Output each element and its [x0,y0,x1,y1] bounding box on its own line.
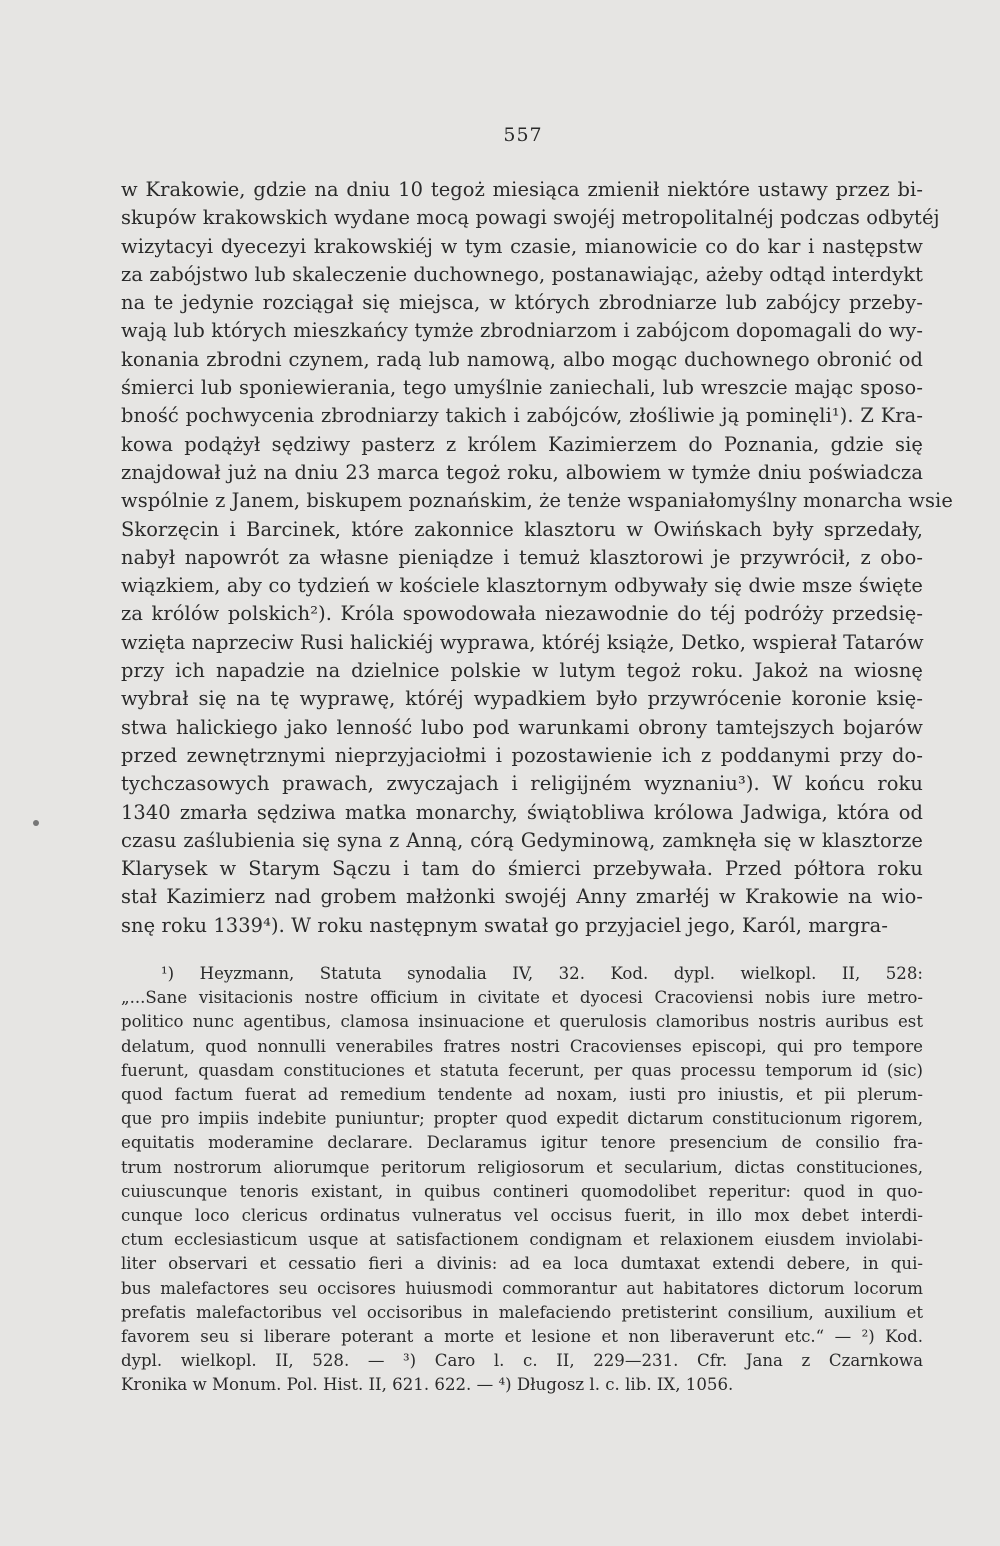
text-line: bność pochwycenia zbrodniarzy takich i zabójców, złośliwie ją pominęli¹). Z Kra- [121,404,923,428]
footnote-line: que pro impiis indebite puniuntur; propter quod expedit dictarum constitucionum rigorem, [121,1109,923,1129]
text-line: nabył napowrót za własne pieniądze i temuż klasztorowi je przywrócił, z obo- [121,545,923,569]
text-line: tychczasowych prawach, zwyczajach i religijném wyznaniu³). W końcu roku [121,772,923,796]
main-text [121,176,953,940]
footnote-line: cunque loco clericus ordinatus vulneratus vel occisus fuerit, in illo mox debet interdi- [121,1206,923,1226]
footnote-line: delatum, quod nonnulli venerabiles fratres nostri Cracovienses episcopi, qui pro tempore [121,1036,923,1056]
text-line: na te jedynie rozciągał się miejsca, w których zbrodniarze lub zabójcy przeby- [121,291,923,315]
text-line: przy ich napadzie na dzielnice polskie w lutym tegoż roku. Jakoż na wiosnę [121,659,923,683]
footnotes [121,962,923,1398]
footnote-line: ctum ecclesiasticum usque at satisfactionem condignam et relaxionem eiusdem inviolabi- [121,1230,923,1250]
text-line: konania zbrodni czynem, radą lub namową, albo mogąc duchownego obronić od [121,347,923,371]
text-line: wzięta naprzeciw Rusi halickiéj wyprawa, któréj książe, Detko, wspierał Tatarów [121,630,924,654]
footnote-line: trum nostrorum aliorumque peritorum religiosorum et secularium, dictas constituciones, [121,1157,923,1177]
text-line: kowa podążył sędziwy pasterz z królem Kazimierzem do Poznania, gdzie się [121,432,923,456]
text-line: znajdował już na dniu 23 marca tegoż roku, albowiem w tymże dniu poświadcza [121,460,923,484]
footnote-line: dypl. wielkopl. II, 528. — ³) Caro l. c. II, 229—231. Cfr. Jana z Czarnkowa [121,1351,923,1371]
text-line: 1340 zmarła sędziwa matka monarchy, świątobliwa królowa Jadwiga, która od [121,800,923,824]
text-line: Klarysek w Starym Sączu i tam do śmierci przebywała. Przed półtora roku [121,857,923,881]
page-number: 557 [503,124,543,146]
footnote-line: equitatis moderamine declarare. Declaramus igitur tenore presencium de consilio fra- [121,1133,923,1153]
text-line: w Krakowie, gdzie na dniu 10 tegoż miesiąca zmienił niektóre ustawy przez bi- [121,178,923,201]
footnote-line: politico nunc agentibus, clamosa insinuacione et querulosis clamoribus nostris auribus est [121,1012,923,1032]
footnote-line: bus malefactores seu occisores huiusmodi commorantur aut habitatores dictorum locorum [121,1278,923,1298]
text-line: czasu zaślubienia się syna z Anną, córą Gedyminową, zamknęła się w klasztorze [121,828,923,852]
footnote-line: ¹) Heyzmann, Statuta synodalia IV, 32. Kod. dypl. wielkopl. II, 528: [161,964,923,983]
footnote-line: cuiuscunque tenoris existant, in quibus contineri quomodolibet reperitur: quod in quo- [121,1181,923,1201]
text-line: snę roku 1339⁴). W roku następnym swatał go przyjaciel jego, Karól, margra- [121,913,888,937]
text-line: stwa halickiego jako lenność lubo pod warunkami obrony tamtejszych bojarów [121,715,923,739]
footnote-line: „...Sane visitacionis nostre officium in civitate et dyocesi Cracoviensi nobis iure metro- [121,988,923,1008]
footnote-line: quod factum fuerat ad remedium tendente ad noxam, iusti pro iniustis, et pii plerum- [121,1085,923,1105]
text-line: śmierci lub sponiewierania, tego umyślnie zaniechali, lub wreszcie mając sposo- [121,376,923,400]
text-line: wają lub których mieszkańcy tymże zbrodniarzom i zabójcom dopomagali do wy- [121,319,923,343]
text-line: wspólnie z Janem, biskupem poznańskim, że tenże wspaniałomyślny monarcha wsie [121,489,953,513]
text-line: wybrał się na tę wyprawę, któréj wypadkiem było przywrócenie koronie księ- [121,687,923,711]
text-line: przed zewnętrznymi nieprzyjaciołmi i pozostawienie ich z poddanymi przy do- [121,743,923,767]
text-line: za królów polskich²). Króla spowodowała niezawodnie do téj podróży przedsię- [121,602,923,626]
text-line: za zabójstwo lub skaleczenie duchownego, postanawiając, ażeby odtąd interdykt [121,262,923,286]
text-line: skupów krakowskich wydane mocą powagi swojéj metropolitalnéj podczas odbytéj [121,206,940,230]
footnote-line: Kronika w Monum. Pol. Hist. II, 621. 622. — ⁴) Długosz l. c. lib. IX, 1056. [121,1375,734,1395]
text-line: Skorzęcin i Barcinek, które zakonnice klasztoru w Owińskach były sprzedały, [121,517,923,541]
text-line: wizytacyi dyecezyi krakowskiéj w tym czasie, mianowicie co do kar i następstw [121,234,923,258]
text-line: wiązkiem, aby co tydzień w kościele klasztornym odbywały się dwie msze święte [121,574,923,598]
margin-mark [33,820,39,826]
footnote-line: liter observari et cessatio fieri a divinis: ad ea loca dumtaxat extendi debere, in qui- [121,1254,923,1274]
text-line: stał Kazimierz nad grobem małżonki swojéj Anny zmarłéj w Krakowie na wio- [121,885,923,909]
footnote-line: fuerunt, quasdam constituciones et statuta fecerunt, per quas processu temporum id (sic) [121,1060,923,1080]
footnote-line: prefatis malefactoribus vel occisoribus in malefaciendo pretisterint consilium, auxilium et [121,1302,923,1322]
footnote-line: favorem seu si liberare poterant a morte et lesione et non liberaverunt etc.“ — ²) Kod. [121,1327,923,1347]
